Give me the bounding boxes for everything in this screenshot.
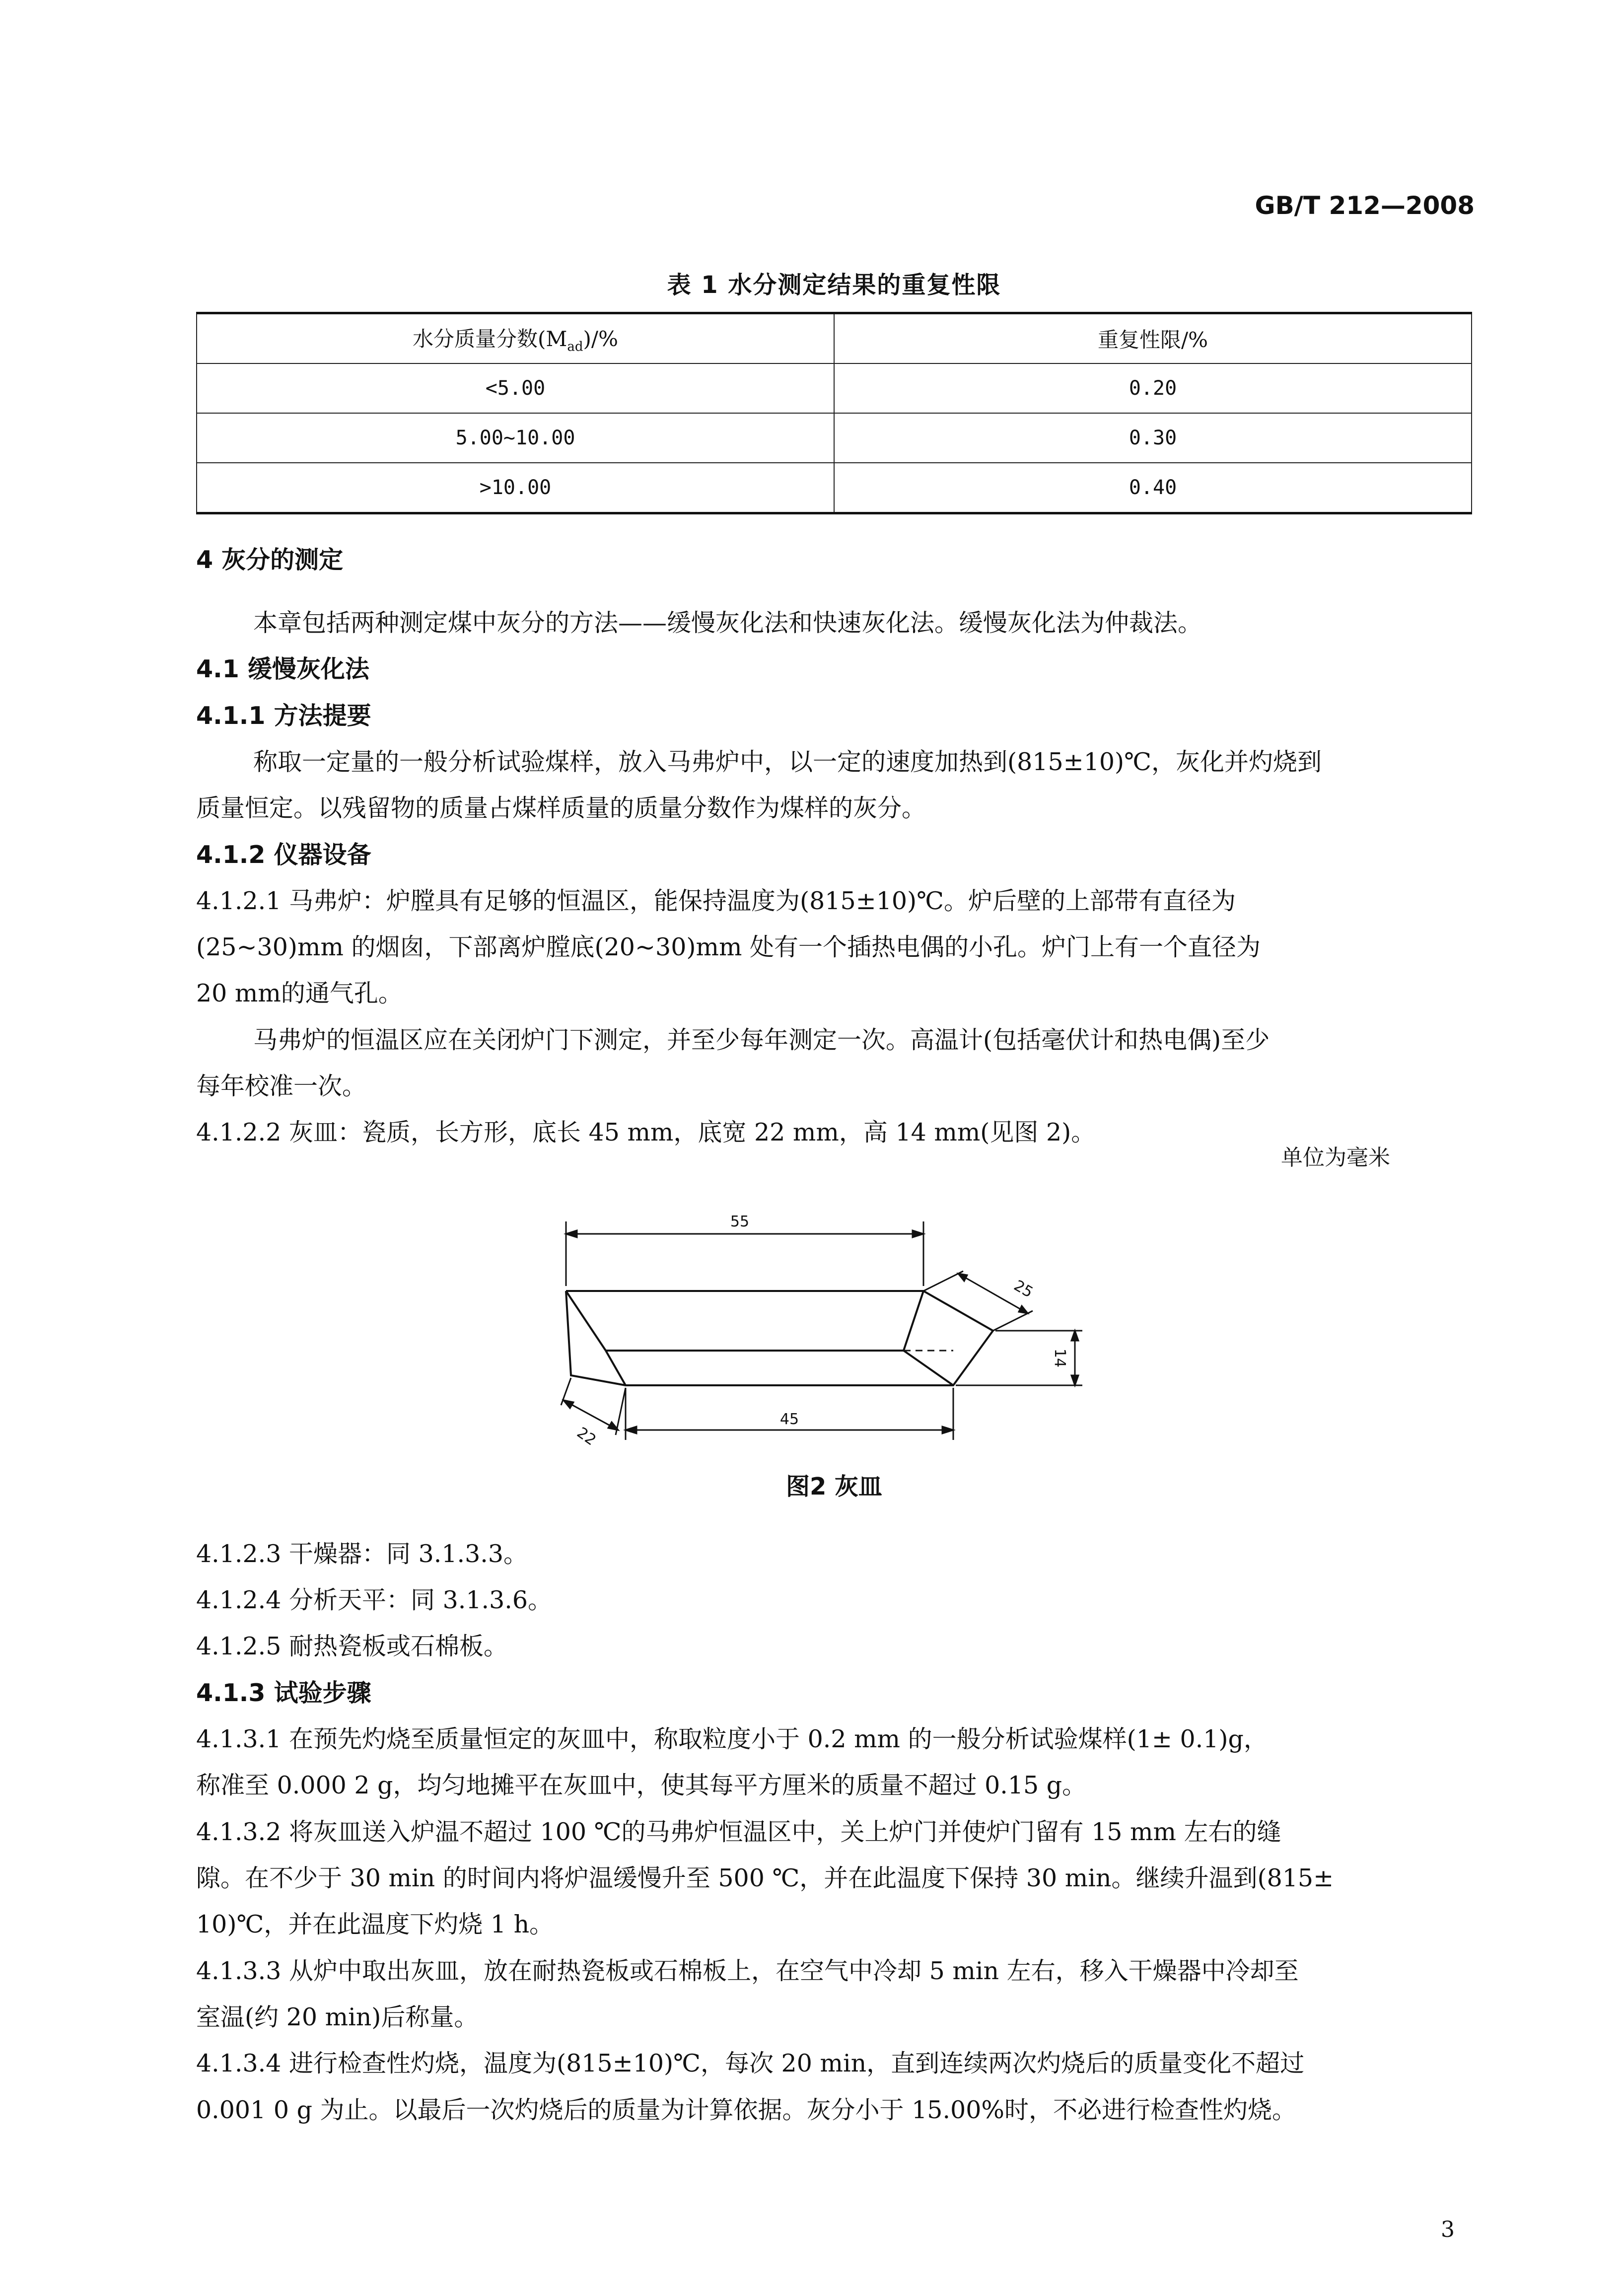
dim-top-label: 55: [730, 1213, 750, 1230]
moisture-range-cell: >10.00: [197, 463, 834, 513]
paragraph-line: 4.1.2.5 耐热瓷板或石棉板。: [196, 1632, 508, 1660]
section-4-intro: 本章包括两种测定煤中灰分的方法——缓慢灰化法和快速灰化法。缓慢灰化法为仲裁法。: [253, 609, 1202, 637]
dimension-width: [561, 1378, 626, 1435]
dim-width-label: 22: [573, 1424, 599, 1449]
paragraph-line: 4.1.2.1 马弗炉：炉膛具有足够的恒温区，能保持温度为(815±10)℃。炉后壁的上部带有直径为: [196, 887, 1236, 915]
paragraph-line: 室温(约 20 min)后称量。: [196, 2003, 479, 2031]
moisture-range-cell: 5.00~10.00: [197, 413, 834, 463]
paragraph-line: 每年校准一次。: [196, 1072, 367, 1100]
paragraph-line: 4.1.2.3 干燥器：同 3.1.3.3。: [196, 1540, 528, 1568]
paragraph-line: 4.1.3.3 从炉中取出灰皿，放在耐热瓷板或石棉板上，在空气中冷却 5 min 左右，移入干燥器中冷却至: [196, 1957, 1299, 1985]
column-header-repeatability: 重复性限/%: [834, 313, 1472, 364]
paragraph-line: 称准至 0.000 2 g，均匀地摊平在灰皿中，使其每平方厘米的质量不超过 0.15 g。: [196, 1771, 1087, 1799]
figure-2-caption: 图2 灰皿: [785, 1473, 883, 1501]
table-1-title: 表 1 水分测定结果的重复性限: [667, 271, 1001, 299]
column-header-moisture: 水分质量分数$(M_{ad})/\%$: [197, 313, 834, 364]
table-row: [197, 413, 1472, 463]
paragraph-line: 称取一定量的一般分析试验煤样，放入马弗炉中，以一定的速度加热到(815±10)℃，灰化并灼烧到: [253, 748, 1322, 776]
section-4-1-1-heading: 4.1.1 方法提要: [196, 702, 371, 730]
paragraph-line: 0.001 0 g 为止。以最后一次灼烧后的质量为计算依据。灰分小于 15.00%时，不必进行检查性灼烧。: [196, 2096, 1296, 2124]
repeatability-limit-cell: 0.40: [834, 463, 1472, 513]
table-row: [197, 363, 1472, 413]
section-4-heading: 4 灰分的测定: [196, 546, 344, 574]
paragraph-line: 4.1.2.4 分析天平：同 3.1.3.6。: [196, 1586, 553, 1614]
table-header-row: [197, 313, 1472, 364]
page-number: 3: [1441, 2217, 1455, 2242]
repeatability-limit-cell: 0.30: [834, 413, 1472, 463]
paragraph-line: 质量恒定。以残留物的质量占煤样质量的质量分数作为煤样的灰分。: [196, 794, 926, 822]
dim-slant-label: 25: [1011, 1277, 1036, 1302]
paragraph-line: (25~30)mm 的烟囱，下部离炉膛底(20~30)mm 处有一个插热电偶的小孔。炉门上有一个直径为: [196, 933, 1261, 961]
table-row: [197, 463, 1472, 513]
ash-dish-outline: [566, 1291, 993, 1385]
paragraph-line: 4.1.2.2 灰皿：瓷质，长方形，底长 45 mm，底宽 22 mm，高 14 mm(见图 2)。: [196, 1118, 1096, 1146]
standard-code: GB/T 212—2008: [1255, 191, 1475, 220]
paragraph-line: 20 mm的通气孔。: [196, 979, 403, 1007]
paragraph-line: 10)℃，并在此温度下灼烧 1 h。: [196, 1910, 554, 1938]
dim-bottom-label: 45: [779, 1411, 799, 1428]
dimension-top: [566, 1221, 923, 1286]
ash-dish-figure: [536, 1187, 1132, 1465]
paragraph-line: 隙。在不少于 30 min 的时间内将炉温缓慢升至 500 ℃，并在此温度下保持 30 min。继续升温到(815±: [196, 1864, 1334, 1892]
repeatability-limit-cell: 0.20: [834, 363, 1472, 413]
unit-note: 单位为毫米: [1281, 1145, 1390, 1170]
repeatability-table: [196, 312, 1472, 514]
section-4-1-3-heading: 4.1.3 试验步骤: [196, 1679, 371, 1707]
section-4-1-2-heading: 4.1.2 仪器设备: [196, 841, 371, 869]
paragraph-line: 4.1.3.1 在预先灼烧至质量恒定的灰皿中，称取粒度小于 0.2 mm 的一般分析试验煤样(1± 0.1)g，: [196, 1725, 1268, 1753]
moisture-range-cell: <5.00: [197, 363, 834, 413]
paragraph-line: 4.1.3.4 进行检查性灼烧，温度为(815±10)℃，每次 20 min，直到连续两次灼烧后的质量变化不超过: [196, 2049, 1305, 2077]
paragraph-line: 马弗炉的恒温区应在关闭炉门下测定，并至少每年测定一次。高温计(包括毫伏计和热电偶)至少: [253, 1026, 1270, 1054]
section-4-1-heading: 4.1 缓慢灰化法: [196, 655, 369, 683]
dim-height-label: 14: [1051, 1348, 1068, 1368]
paragraph-line: 4.1.3.2 将灰皿送入炉温不超过 100 ℃的马弗炉恒温区中，关上炉门并使炉门留有 15 mm 左右的缝: [196, 1818, 1281, 1846]
